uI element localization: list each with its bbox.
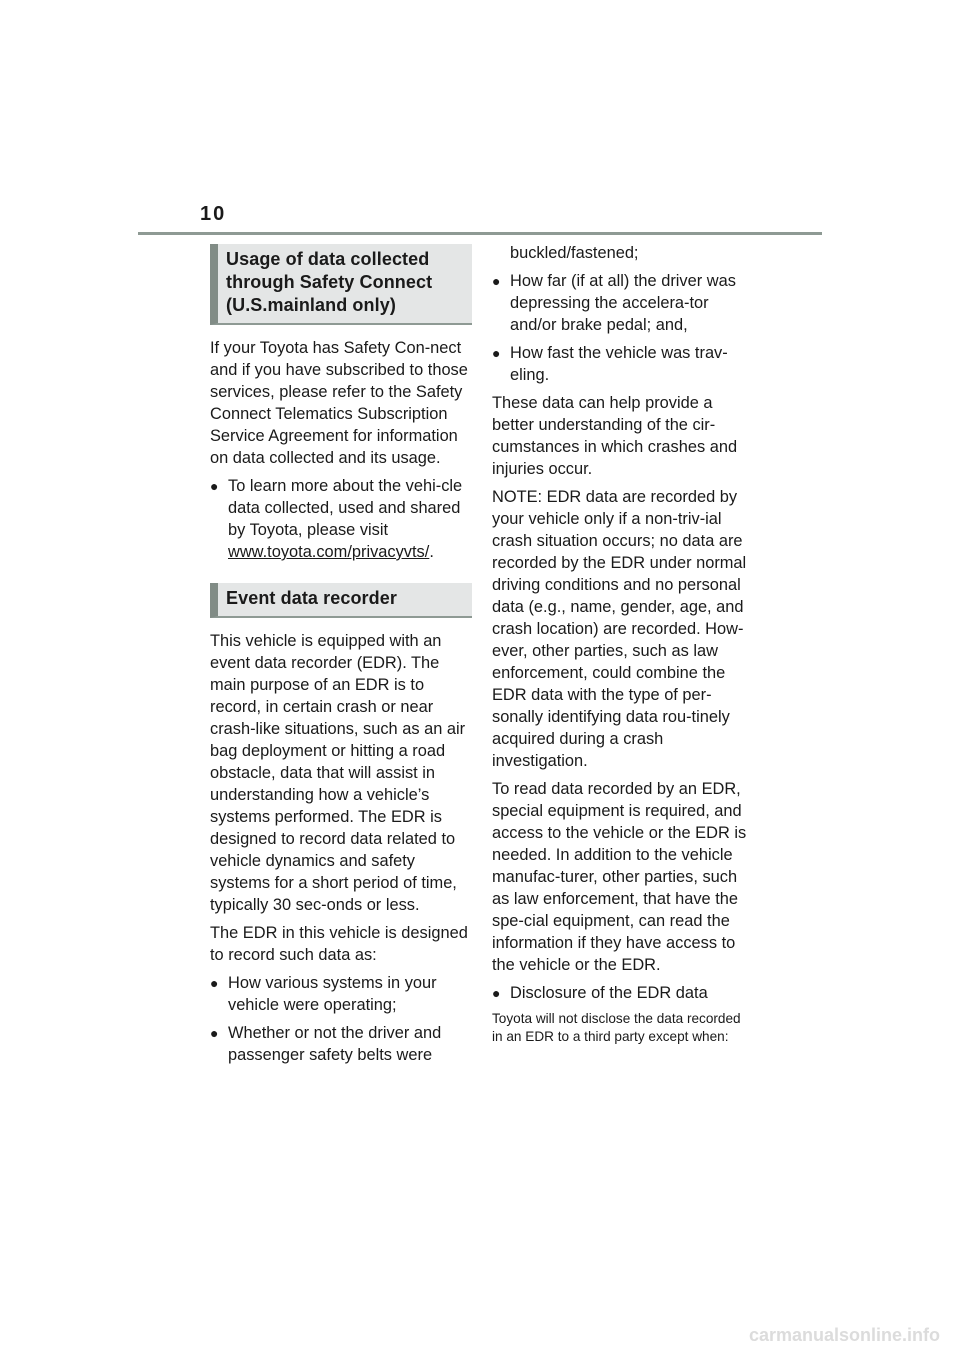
bullet-icon: ● [492,273,501,289]
page-number: 10 [200,203,227,225]
bullet-safety-belts-continued: buckled/fastened; [510,244,639,262]
bullet-speed [492,342,754,386]
bullet-disclosure-text: Disclosure of the EDR data [510,984,708,1002]
right-column [492,242,754,1046]
bullet-systems-text: How various systems in your vehicle were operating; [228,974,437,1014]
left-column [210,244,472,1072]
bullet-systems [210,972,472,1016]
safety-connect-paragraph: If your Toyota has Safety Con-nect and if you have subscribed to those services, please refer to the Safety Connect Telematics Subscription Service Agreement for information on data collected and its usage. [210,339,468,467]
bullet-pedal [492,270,754,336]
privacy-link[interactable]: www.toyota.com/privacyvts/ [228,543,430,561]
bullet-privacy [210,475,472,563]
bullet-disclosure [492,982,754,1004]
bullet-icon: ● [492,345,501,361]
bullet-privacy-text: To learn more about the vehi-cle data collected, used and shared by Toyota, please visit [228,477,463,539]
bullet-speed-text: How fast the vehicle was trav-eling. [510,344,728,384]
bullet-pedal-text: How far (if at all) the driver was depressing the accelera-tor and/or brake pedal; and, [510,272,736,334]
watermark: carmanualsonline.info [748,1325,940,1345]
bullet-icon: ● [492,985,501,1001]
top-divider [138,232,822,235]
section-header-event-data-recorder: Event data recorder [210,583,472,618]
edr-note-paragraph: NOTE: EDR data are recorded by your vehicle only if a non-triv-ial crash situation occurs; no data are recorded by the EDR under normal driving conditions and no personal data (e.g., name, gender, age, and crash location) are recorded. How-ever, other parties, such as law enforcement, could combine the EDR data with the type of per-sonally identifying data rou-tinely acquired during a crash investigation. [492,488,747,770]
disclosure-note: Toyota will not disclose the data recorded in an EDR to a third party except when: [492,1011,741,1044]
section-header-safety-connect: Usage of data collected through Safety Connect (U.S.mainland only) [210,244,472,325]
bullet-icon: ● [210,975,219,991]
edr-intro-paragraph: This vehicle is equipped with an event data recorder (EDR). The main purpose of an EDR is to record, in certain crash or near crash-like situations, such as an air bag deployment or hitting a road obstacle, data that will assist in understanding how a vehicle’s systems performed. The EDR is designed to record data related to vehicle dynamics and safety systems for a short period of time, typically 30 sec-onds or less. [210,632,466,914]
edr-read-paragraph: To read data recorded by an EDR, special equipment is required, and access to the vehicle or the EDR is needed. In addition to the vehicle manufac-turer, other parties, such as law enforcement, that have the spe-cial equipment, can read the information if they have access to the vehicle or the EDR. [492,780,747,974]
bullet-safety-belts-text: Whether or not the driver and passenger safety belts were [228,1024,442,1064]
data-purpose-paragraph: These data can help provide a better understanding of the cir-cumstances in which crashes and injuries occur. [492,394,738,478]
bullet-icon: ● [210,1025,219,1041]
bullet-privacy-end: . [429,543,434,561]
bullet-safety-belts [210,1022,472,1066]
edr-record-paragraph: The EDR in this vehicle is designed to record such data as: [210,924,468,964]
bullet-icon: ● [210,478,219,494]
